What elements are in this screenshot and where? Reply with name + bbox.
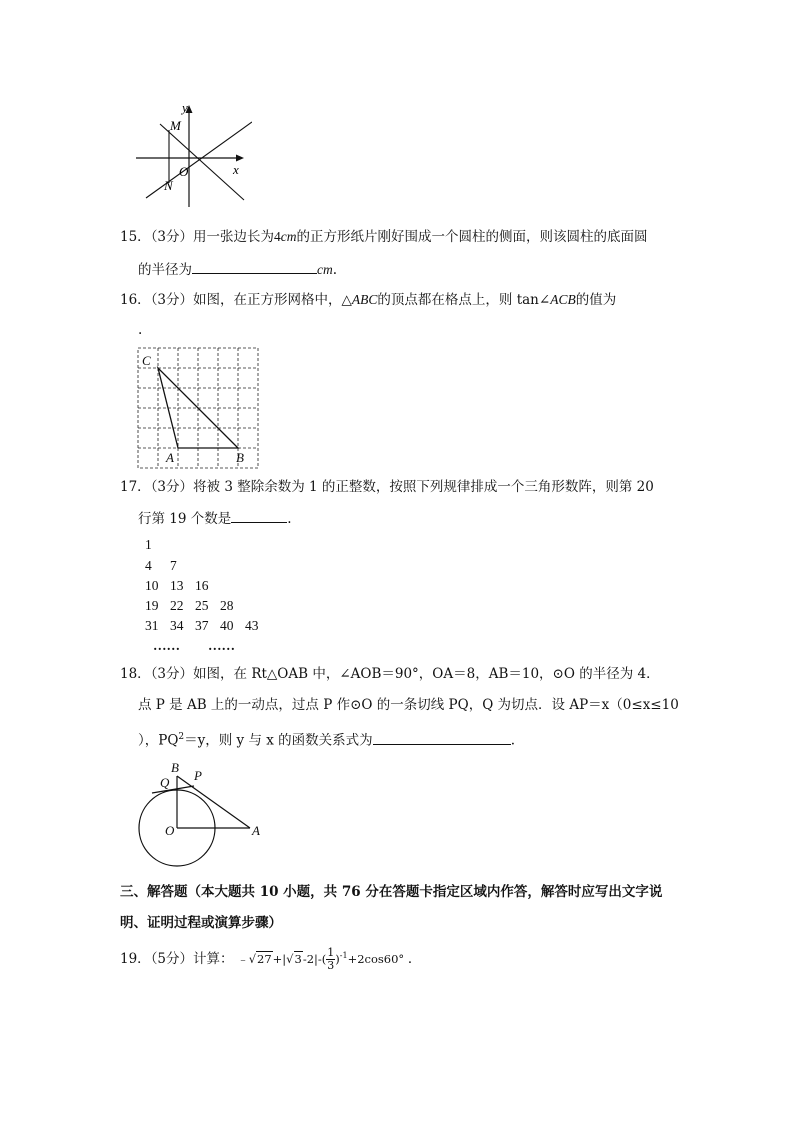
q18-line2 [138, 695, 679, 715]
section3-text-1: 三、解答题（本大题共 10 小题，共 76 分在答题卡指定区域内作答，解答时应写出文字说 [120, 884, 663, 900]
q15-end: . [332, 262, 338, 278]
q18-end: . [510, 732, 515, 749]
sqrt-sign: √ [248, 951, 257, 966]
section3-heading-line1 [120, 882, 662, 902]
q16-text-c: 的值为 [575, 292, 617, 308]
label-a: A [166, 450, 174, 465]
q17-end: . [287, 511, 292, 527]
label-q: Q [160, 775, 170, 790]
q17-row-1 [145, 537, 270, 558]
q18-sup: 2 [178, 732, 185, 742]
q15-score: （3分） [150, 229, 194, 245]
q18-number: 18． [120, 666, 151, 682]
q18-score: （3分） [150, 666, 194, 682]
sqrt-sign: √ [286, 951, 294, 966]
q19-line [120, 946, 421, 972]
q17-cell: 16 [195, 578, 209, 593]
q18-text-d: ＝y，则 y 与 x 的函数关系式为 [184, 732, 373, 749]
q17-cell: 10 [145, 578, 159, 593]
label-b: B [171, 760, 179, 775]
q17-cell: 43 [245, 618, 259, 633]
q15-unit-2: cm [317, 262, 333, 277]
q19-exponent: -1 [339, 951, 348, 960]
q19-fraction [326, 947, 335, 972]
q18-circle-figure [132, 758, 272, 870]
q17-cell: 4 [145, 558, 152, 573]
q17-cell: 19 [145, 598, 159, 613]
q17-row-5 [145, 618, 270, 638]
q17-line2 [138, 508, 292, 529]
q15-unit: cm [280, 229, 297, 244]
label-o: O [179, 164, 189, 179]
q17-cell: 1 [145, 537, 152, 552]
q17-cell: 7 [170, 558, 177, 573]
q19-number: 19． [120, 950, 151, 967]
label-y: y [182, 100, 188, 115]
q16-abc: ABC [351, 292, 378, 307]
label-x: x [233, 162, 239, 177]
q18-line3 [138, 727, 515, 751]
label-b: B [236, 450, 244, 465]
q19-label: 计算： [193, 950, 234, 967]
q18-text-b: 点 P 是 AB 上的一动点，过点 P 作⊙O 的一条切线 PQ，Q 为切点．设 AP＝x（0≤x≤10 [138, 697, 679, 713]
q17-triangle-array [145, 537, 270, 658]
label-m: M [170, 118, 181, 133]
q17-number: 17． [120, 479, 151, 495]
segment-ab [177, 776, 250, 828]
section3-heading-line2 [120, 913, 282, 933]
q18-answer-blank[interactable] [373, 730, 511, 745]
q17-row-3 [145, 578, 270, 598]
q17-cell: 34 [170, 618, 184, 633]
q19-radicand-2: 3 [294, 951, 302, 966]
q17-row-2 [145, 558, 270, 578]
q17-row-4 [145, 598, 270, 618]
q17-line1 [120, 477, 654, 497]
q18-text-a: 如图，在 Rt△OAB 中，∠AOB＝90°，OA＝8，AB＝10，⊙O 的半径为 4． [193, 666, 660, 682]
q15-text-a: 用一张边长为 [193, 229, 275, 245]
q15-text-c: 的半径为 [138, 262, 192, 278]
q19-mid-2: -2|-( [302, 951, 327, 966]
q17-score: （3分） [150, 479, 194, 495]
q14-coordinate-figure [132, 100, 252, 212]
q16-line1 [120, 290, 616, 310]
q19-expression: ﹣√27+|√3-2|-( $\frac{1}{3}$ )$^{-1}$+2cos60° [237, 946, 405, 973]
q15-number: 15． [120, 229, 151, 245]
q17-cell: 37 [195, 618, 209, 633]
q17-cell: 25 [195, 598, 209, 613]
q17-ellipsis-row [145, 638, 270, 658]
q16-grid-figure [134, 344, 264, 472]
q15-value: 4 [274, 229, 281, 244]
label-c: C [142, 353, 151, 368]
q16-acb: ACB [550, 292, 576, 307]
q18-line1 [120, 664, 660, 684]
x-axis-arrow [236, 155, 244, 162]
section3-text-2: 明、证明过程或演算步骤） [120, 915, 282, 931]
q17-cell: 13 [170, 578, 184, 593]
q19-frac-den: 3 [327, 959, 335, 973]
q15-line2 [138, 259, 337, 280]
q16-line2 [138, 320, 142, 340]
label-o: O [165, 823, 175, 838]
label-p: P [194, 768, 202, 783]
q17-answer-blank[interactable] [231, 508, 287, 523]
q17-dots-right: …… [208, 638, 235, 653]
q19-mid-1: +| [272, 951, 287, 966]
q15-line1 [120, 227, 648, 247]
q19-score: （5分） [150, 950, 194, 967]
q17-dots-left: …… [153, 638, 180, 653]
q15-answer-blank[interactable] [192, 259, 317, 274]
q17-text-a: 将被 3 整除余数为 1 的正整数，按照下列规律排成一个三角形数阵，则第 20 [193, 479, 654, 495]
q19-end: ． [407, 950, 422, 967]
q17-cell: 40 [220, 618, 234, 633]
q18-text-c: ），PQ [138, 732, 179, 749]
q16-end: . [138, 322, 143, 338]
q19-tail: +2cos60° [347, 951, 405, 966]
q15-text-b: 的正方形纸片刚好围成一个圆柱的侧面，则该圆柱的底面圆 [296, 229, 648, 245]
label-a: A [252, 823, 260, 838]
q17-cell: 31 [145, 618, 159, 633]
q19-radicand-1: 27 [257, 951, 272, 966]
q16-text-a: 如图，在正方形网格中，△ [193, 292, 352, 308]
q16-number: 16． [120, 292, 151, 308]
q17-text-b: 行第 19 个数是 [138, 511, 232, 527]
q17-cell: 28 [220, 598, 234, 613]
q17-cell: 22 [170, 598, 184, 613]
label-n: N [164, 178, 173, 193]
q19-minus: ﹣ [237, 951, 249, 966]
q19-frac-num: 1 [327, 946, 335, 960]
q16-text-b: 的顶点都在格点上，则 tan∠ [377, 292, 551, 308]
q16-score: （3分） [150, 292, 194, 308]
